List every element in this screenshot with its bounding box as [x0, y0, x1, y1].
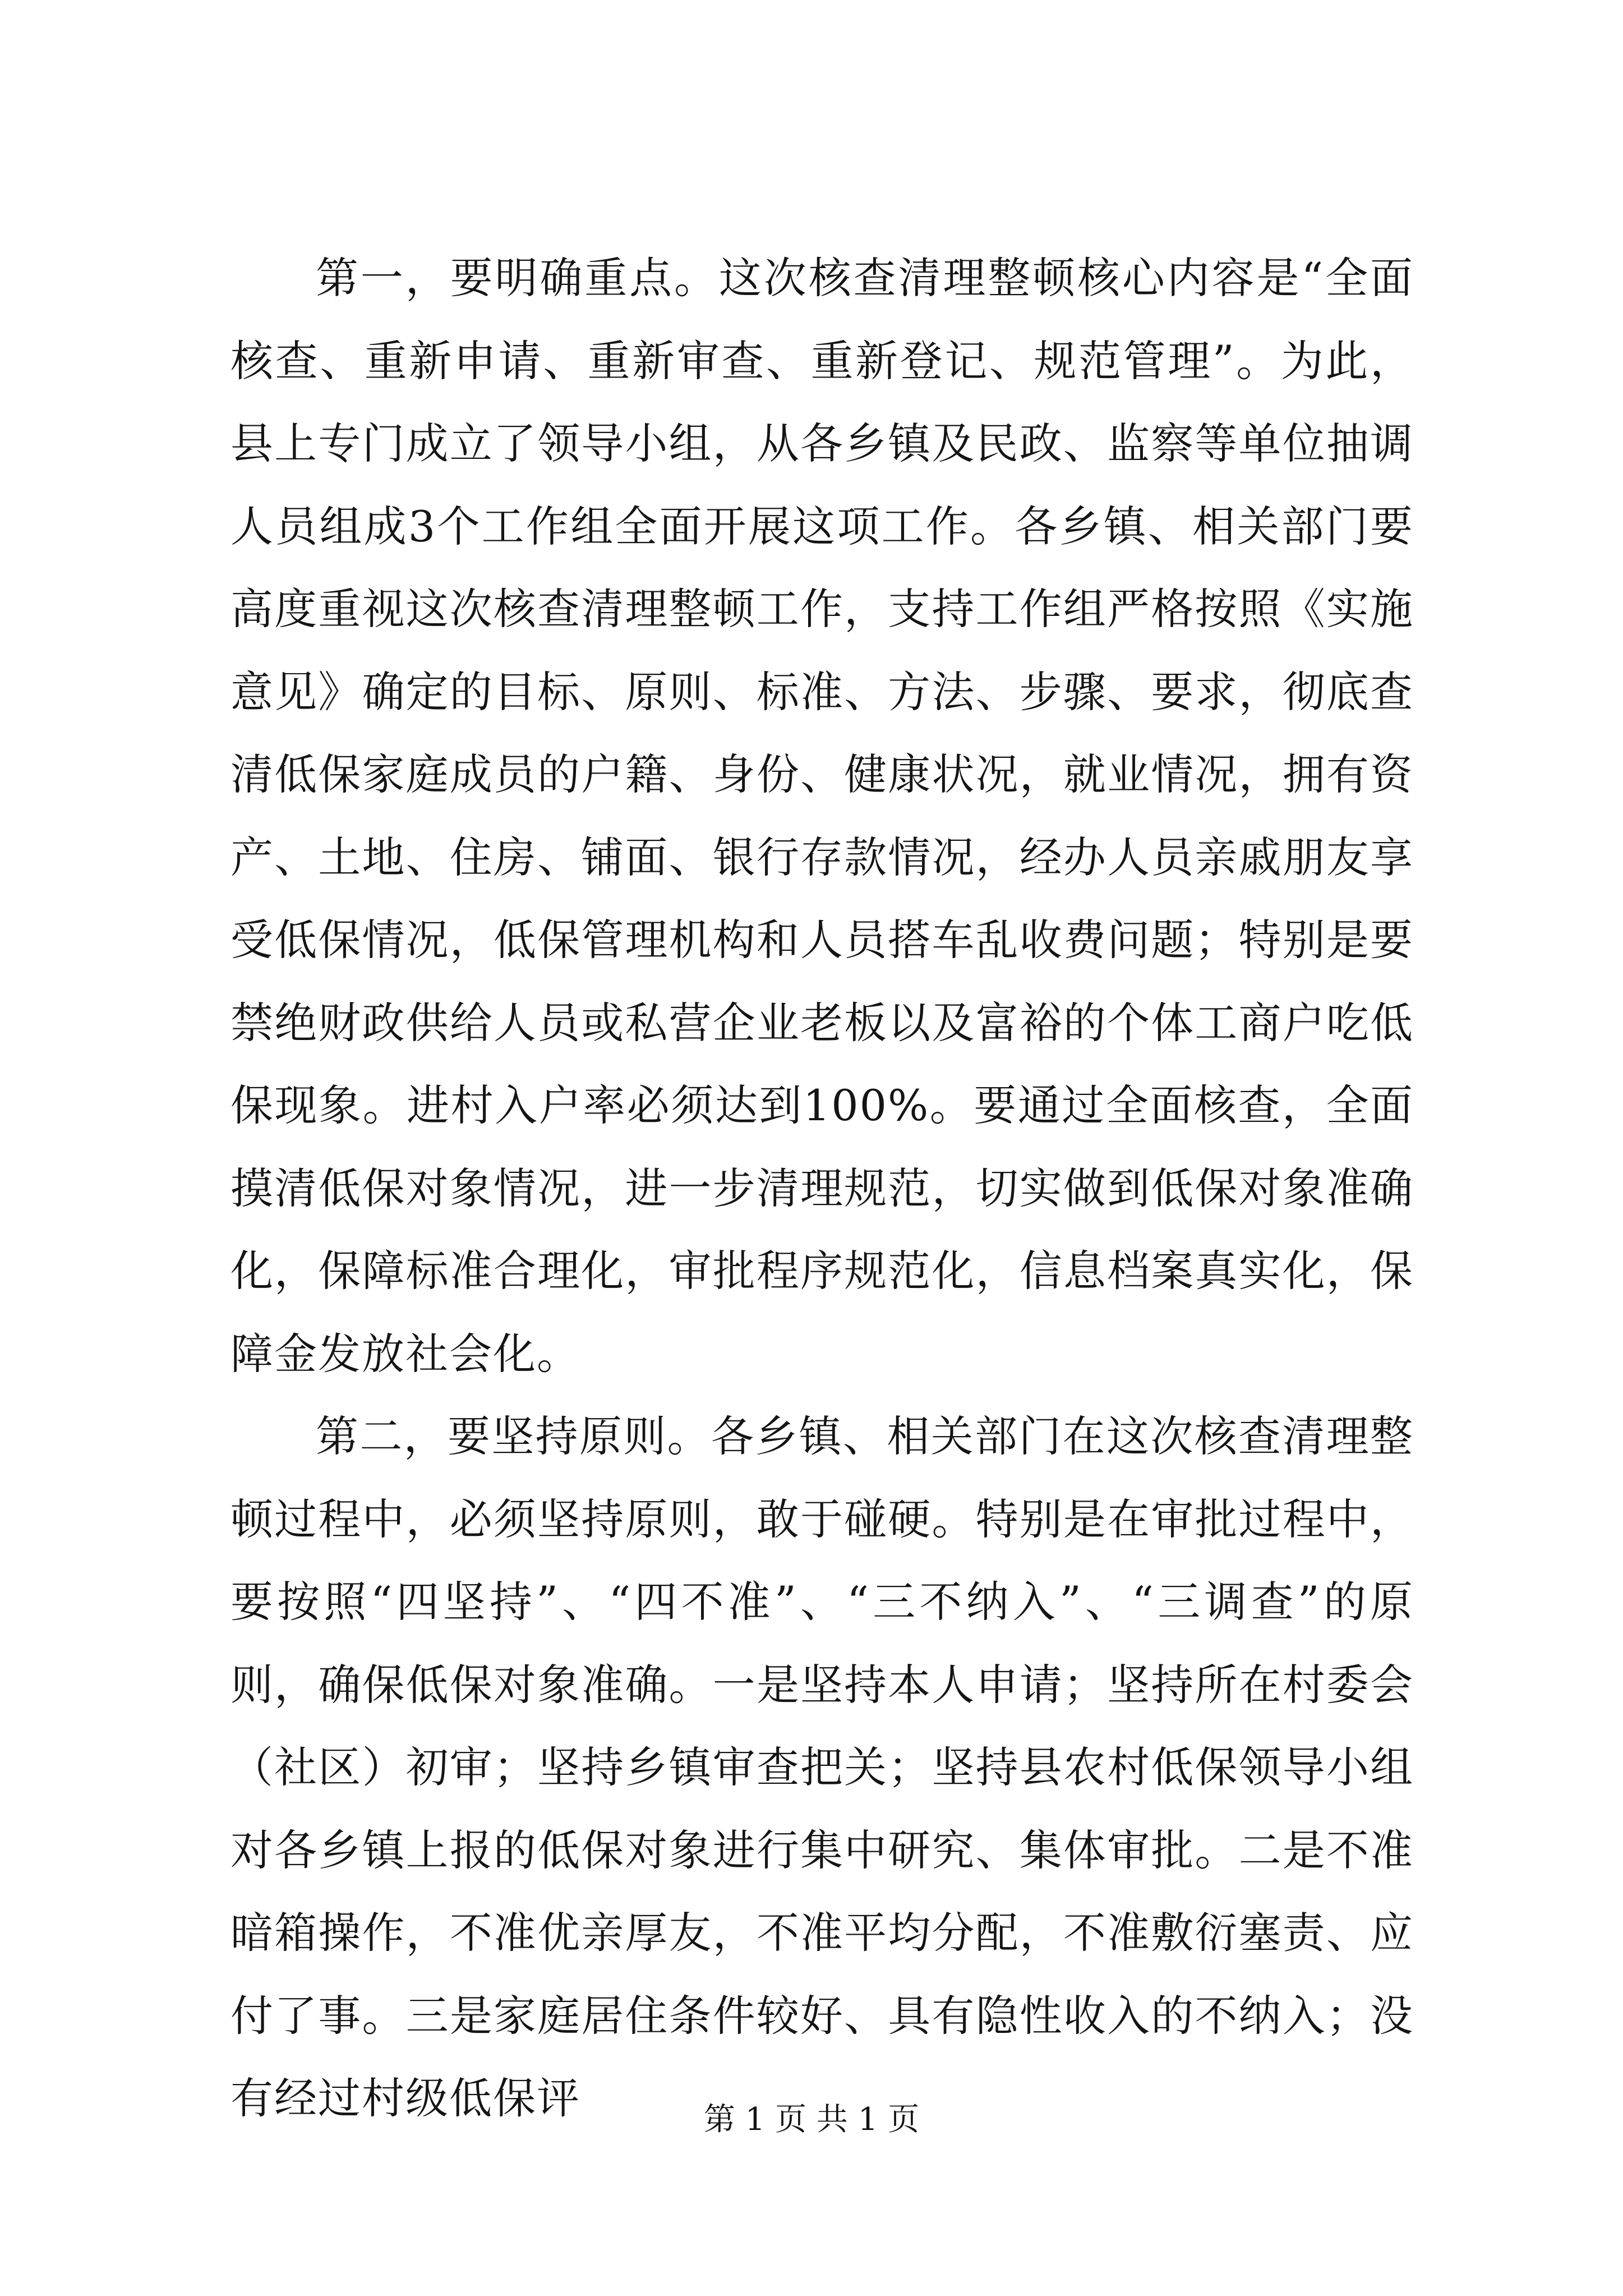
page-footer: 第 1 页 共 1 页: [703, 2101, 920, 2138]
document-body: [230, 237, 1414, 2140]
paragraph-2: 第二，要坚持原则。各乡镇、相关部门在这次核查清理整顿过程中，必须坚持原则，敢于碰硬。特别是在审批过程中，要按照“四坚持”、“四不准”、“三不纳入”、“三调查”的原则，确保低保对象准确。一是坚持本人申请；坚持所在村委会（社区）初审；坚持乡镇审查把关；坚持县农村低保领导小组对各乡镇上报的低保对象进行集中研究、集体审批。二是不准暗箱操作，不准优亲厚友，不准平均分配，不准敷衍塞责、应付了事。三是家庭居住条件较好、具有隐性收入的不纳入；没有经过村级低保评: [230, 1411, 1414, 2123]
paragraph-1: 第一，要明确重点。这次核查清理整顿核心内容是“全面核查、重新申请、重新审查、重新登记、规范管理”。为此，县上专门成立了领导小组，从各乡镇及民政、监察等单位抽调人员组成3个工作组全面开展这项工作。各乡镇、相关部门要高度重视这次核查清理整顿工作，支持工作组严格按照《实施意见》确定的目标、原则、标准、方法、步骤、要求，彻底查清低保家庭成员的户籍、身份、健康状况，就业情况，拥有资产、土地、住房、铺面、银行存款情况，经办人员亲戚朋友享受低保情况，低保管理机构和人员搭车乱收费问题；特别是要禁绝财政供给人员或私营企业老板以及富裕的个体工商户吃低保现象。进村入户率必须达到100%。要通过全面核查，全面摸清低保对象情况，进一步清理规范，切实做到低保对象准确化，保障标准合理化，审批程序规范化，信息档案真实化，保障金发放社会化。: [230, 253, 1414, 1379]
